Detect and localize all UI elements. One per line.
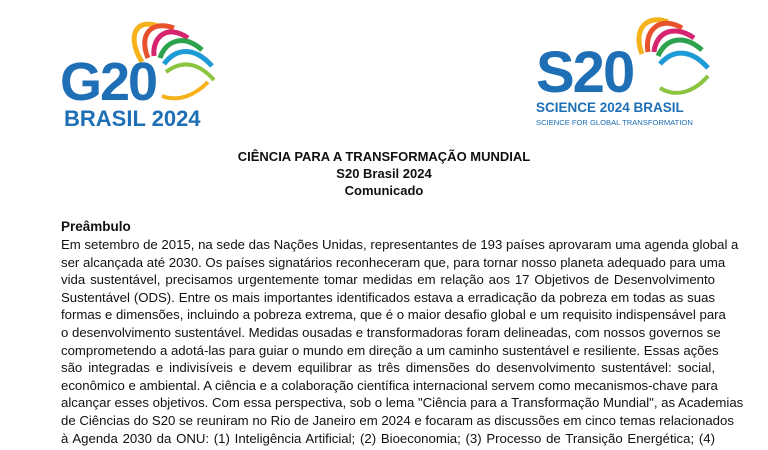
document-subtitle: S20 Brasil 2024: [336, 166, 432, 181]
preamble-line: à Agenda 2030 da ONU: (1) Inteligência Artificial; (2) Bioeconomia; (3) Processo de Transição Energética; (4): [61, 430, 715, 446]
preamble-line: vida sustentável, precisamos urgentemente tomar medidas em relação aos 17 Objetivos de Desenvolvimento: [61, 272, 715, 288]
preamble-line: ser alcançada até 2030. Os países signatários reconheceram que, para tornar nosso planeta adequado para uma: [61, 254, 726, 270]
document-type: Comunicado: [344, 183, 424, 198]
s20-line2: SCIENCE FOR GLOBAL TRANSFORMATION: [536, 118, 693, 127]
g20-subtitle: BRASIL 2024: [64, 106, 201, 131]
preamble-line: alcançar esses objetivos. Com essa perspectiva, sob o lema "Ciência para a Transformação Mundial", as Academias: [61, 395, 744, 411]
preamble-line: Sustentável (ODS). Entre os mais importantes identificados estava a erradicação da pobreza em todas as suas: [61, 289, 715, 305]
preamble-body: [61, 236, 744, 447]
preamble-line: econômico e ambiental. A ciência e a colaboração científica internacional servem como mecanismos-chave para: [61, 377, 718, 393]
s20-mark: S20: [536, 40, 634, 105]
document-title-block: [0, 148, 768, 199]
g20-mark: G20: [60, 52, 157, 112]
preamble-line: são integradas e indivisíveis e devem equilibrar as três dimensões do desenvolvimento sustentável: social,: [61, 360, 715, 376]
preamble-line: comprometendo a adotá-las para guiar o mundo em direção a um caminho sustentável e resiliente. Essas ações: [61, 342, 719, 358]
preamble-line: o desenvolvimento sustentável. Medidas ousadas e transformadoras foram delineadas, com nossos governos se: [61, 324, 721, 340]
preamble-line: de Ciências do S20 se reuniram no Rio de Janeiro em 2024 e focaram as discussões em cinco temas relacionados: [61, 412, 734, 428]
g20-brasil-2024-logo: [56, 16, 226, 134]
s20-science-2024-brasil-logo: [532, 14, 722, 130]
preamble-heading: Preâmbulo: [61, 219, 131, 234]
preamble-line: formas e dimensões, incluindo a pobreza extrema, que é o maior desafio global e um requisito indispensável para: [61, 307, 726, 323]
s20-line1: SCIENCE 2024 BRASIL: [536, 100, 684, 115]
document-title: CIÊNCIA PARA A TRANSFORMAÇÃO MUNDIAL: [237, 149, 531, 164]
preamble-line: Em setembro de 2015, na sede das Nações Unidas, representantes de 193 países aprovaram uma agenda global a: [61, 237, 739, 252]
s20-ribbon-graphic: [639, 20, 708, 93]
